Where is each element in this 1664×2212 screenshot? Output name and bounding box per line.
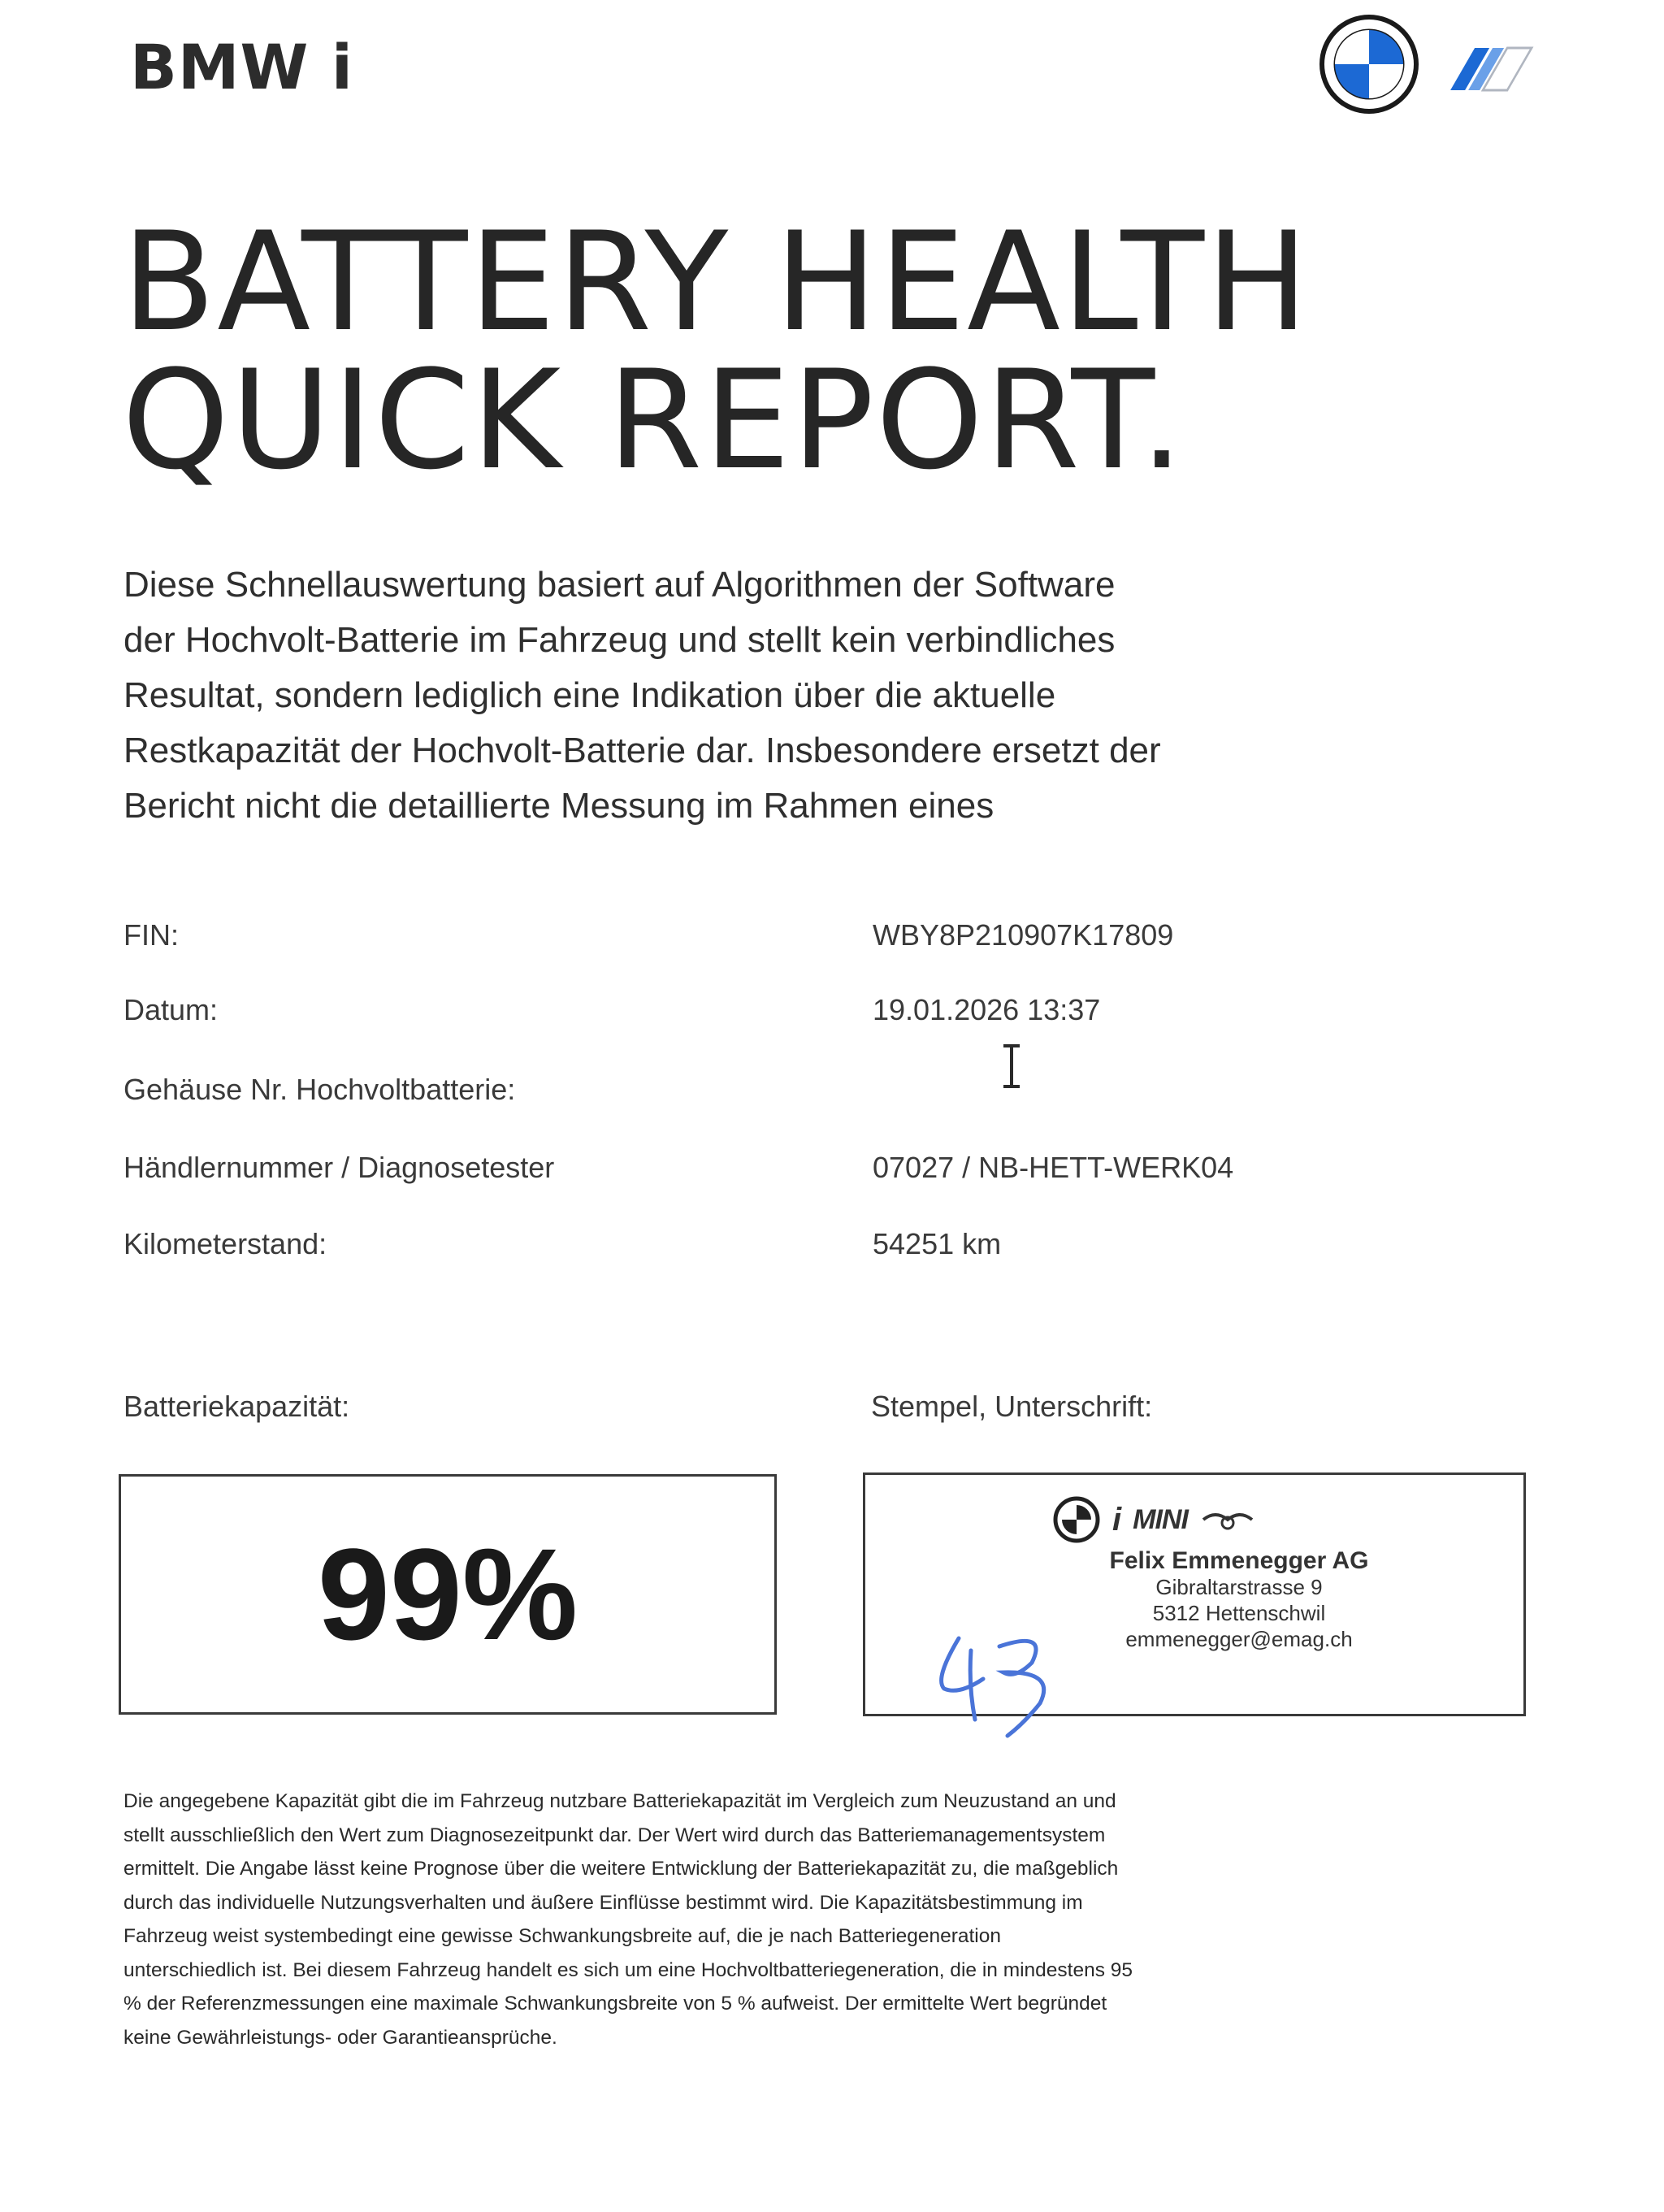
header-logos bbox=[1316, 11, 1552, 117]
stamp-logos bbox=[1052, 1491, 1426, 1548]
brand-wordmark: BMW i bbox=[130, 31, 353, 103]
stamp-email: emmenegger@emag.ch bbox=[1125, 1627, 1353, 1651]
date-value: 19.01.2026 13:37 bbox=[873, 993, 1101, 1026]
dealer-value: 07027 / NB-HETT-WERK04 bbox=[873, 1151, 1234, 1184]
stamp-street: Gibraltarstrasse 9 bbox=[1155, 1575, 1323, 1599]
report-title-line-2: QUICK REPORT. bbox=[122, 340, 1185, 500]
handwritten-signature bbox=[926, 1622, 1089, 1744]
fin-value: WBY8P210907K17809 bbox=[873, 918, 1174, 952]
bmw-i-stripes-icon bbox=[1450, 48, 1532, 90]
bmw-roundel-icon bbox=[1322, 17, 1416, 111]
mileage-value: 54251 km bbox=[873, 1227, 1002, 1260]
date-label: Datum: bbox=[124, 993, 219, 1026]
stamp-company: Felix Emmenegger AG bbox=[1109, 1547, 1369, 1574]
stamp-mini-logo: MINI bbox=[1133, 1503, 1188, 1535]
intro-paragraph: Diese Schnellauswertung basiert auf Algorithmen der Software der Hochvolt-Batterie im Fahrzeug und stellt kein verbindliches Resultat, sondern lediglich eine Indikation über die aktuelle Restkapazität der Hochvolt-Batterie dar. Insbesondere ersetzt der Bericht nicht die detaillierte Messung im Rahmen eines bbox=[124, 565, 1161, 826]
capacity-box bbox=[119, 1474, 777, 1715]
capacity-value: 99% bbox=[317, 1521, 578, 1667]
stamp-bmw-roundel-icon bbox=[1052, 1495, 1101, 1544]
report-title bbox=[122, 202, 1311, 500]
text-cursor-icon bbox=[1001, 1043, 1022, 1089]
housing-label: Gehäuse Nr. Hochvoltbatterie: bbox=[124, 1073, 516, 1106]
mileage-label: Kilometerstand: bbox=[124, 1227, 327, 1260]
stamp-i-logo: i bbox=[1112, 1501, 1122, 1538]
stamp-label: Stempel, Unterschrift: bbox=[871, 1390, 1153, 1423]
report-title-line-1: BATTERY HEALTH bbox=[122, 202, 1311, 362]
fin-label: FIN: bbox=[124, 918, 179, 952]
dealer-stamp bbox=[1052, 1491, 1426, 1652]
stamp-city: 5312 Hettenschwil bbox=[1152, 1601, 1326, 1625]
capacity-label: Batteriekapazität: bbox=[124, 1390, 350, 1423]
stamp-mini-wings-icon bbox=[1199, 1503, 1256, 1536]
disclaimer-text: Die angegebene Kapazität gibt die im Fahrzeug nutzbare Batteriekapazität im Vergleich zum Neuzustand an und stellt ausschließlich den Wert zum Diagnosezeitpunkt dar. Der Wert wird durch das Batteriemanagementsystem ermittelt. Die Angabe lässt keine Prognose über die weitere Entwicklung der Batteriekapazität zu, die maßgeblich durch das individuelle Nutzungsverhalten und äußere Einflüsse bestimmt wird. Die Kapazitätsbestimmung im Fahrzeug weist systembedingt eine gewisse Schwankungsbreite auf, die je nach Batteriegeneration unterschiedlich ist. Bei diesem Fahrzeug handelt es sich um eine Hochvoltbatteriegeneration, die in mindestens 95 % der Referenzmessungen eine maximale Schwankungsbreite von 5 % aufweist. Der ermittelte Wert begründet keine Gewährleistungs- oder Garantieansprüche. bbox=[124, 1790, 1133, 2049]
dealer-label: Händlernummer / Diagnosetester bbox=[124, 1151, 555, 1184]
